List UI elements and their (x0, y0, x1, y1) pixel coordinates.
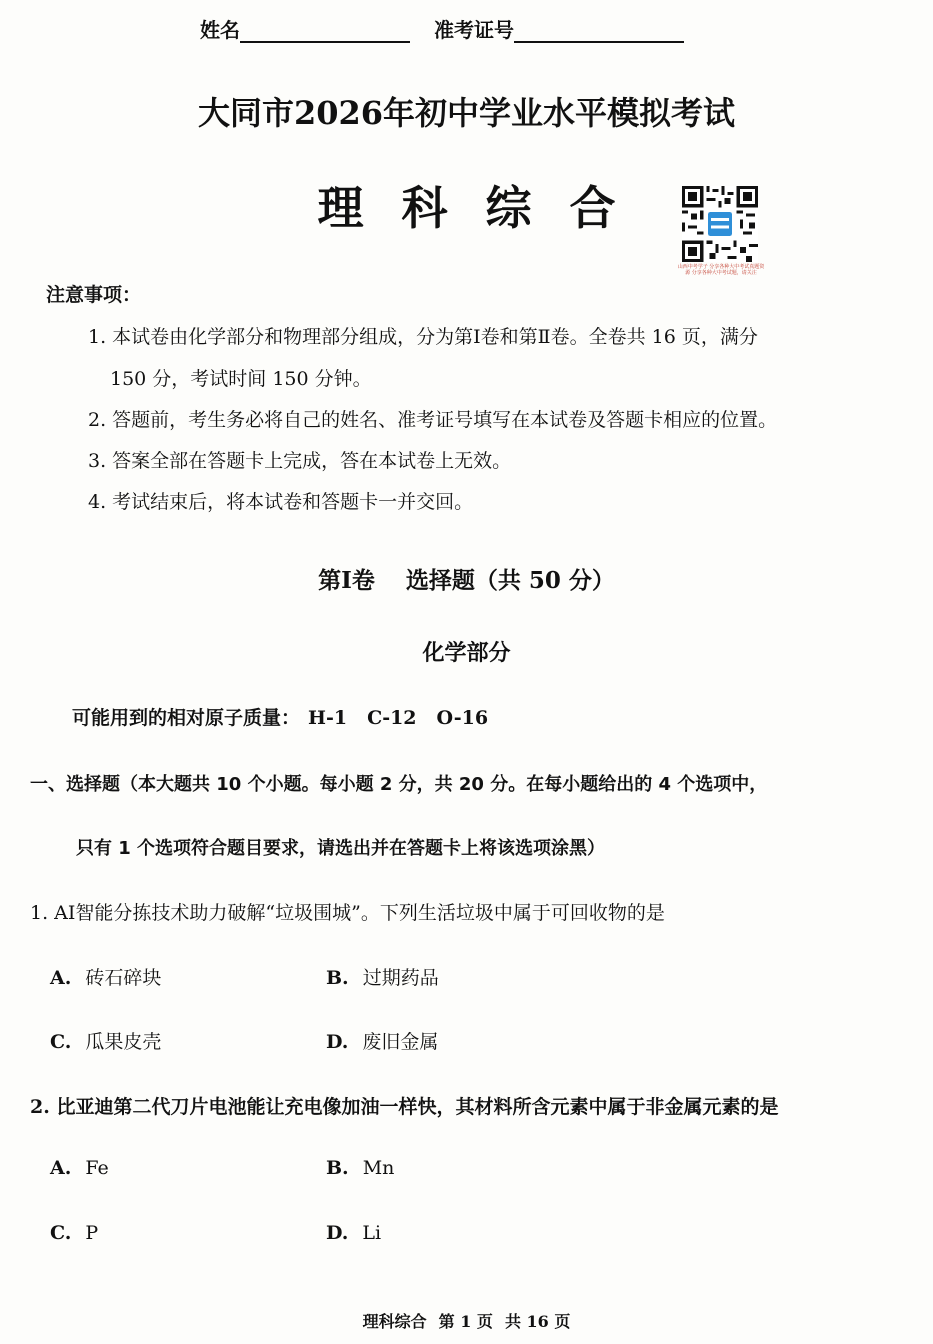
option-text: P (85, 1222, 99, 1244)
question-stem: 1. AI智能分拣技术助力破解“垃圾围城”。下列生活垃圾中属于可回收物的是 (30, 902, 665, 924)
atomic-mass-label: 可能用到的相对原子质量： (72, 707, 301, 729)
question-stem: 2. 比亚迪第二代刀片电池能让充电像加油一样快，其材料所含元素中属于非金属元素的是 (30, 1096, 779, 1118)
option-label: A. (50, 1157, 72, 1179)
exam-id-label: 准考证号 (434, 18, 514, 42)
option-label: D. (326, 1031, 349, 1053)
name-blank[interactable] (240, 21, 410, 43)
section-title: 第Ⅰ卷 选择题（共 50 分） (318, 567, 615, 594)
footer-subject: 理科综合 (362, 1312, 427, 1331)
exam-id-blank[interactable] (514, 21, 684, 43)
notice-item: 3. 答案全部在答题卡上完成，答在本试卷上无效。 (88, 450, 512, 472)
option-a[interactable] (50, 963, 161, 990)
notice-item: 4. 考试结束后，将本试卷和答题卡一并交回。 (88, 491, 474, 513)
qr-caption: 山西中考学子 分享各种大中考试真题资源 分享各种大中考试题，请关注 (677, 264, 765, 276)
option-text: Mn (362, 1157, 395, 1179)
option-d[interactable] (326, 1222, 381, 1244)
option-a[interactable] (50, 1157, 109, 1179)
option-label: B. (326, 1157, 349, 1179)
option-text: 过期药品 (362, 967, 439, 989)
page-footer (0, 1309, 933, 1332)
option-text: 砖石碎块 (85, 967, 162, 989)
option-label: C. (50, 1031, 72, 1053)
exam-title: 大同市2026年初中学业水平模拟考试 (197, 94, 736, 132)
exam-id-field[interactable] (434, 14, 684, 43)
atomic-mass-line (72, 703, 508, 730)
instruction-line: 只有 1 个选项符合题目要求，请选出并在答题卡上将该选项涂黑） (76, 838, 606, 859)
footer-page: 第 1 页 (438, 1312, 493, 1331)
notice-item: 2. 答题前，考生务必将自己的姓名、准考证号填写在本试卷及答题卡相应的位置。 (88, 409, 778, 431)
instruction-line: 一、选择题（本大题共 10 个小题。每小题 2 分，共 20 分。在每小题给出的 4 个选项中， (30, 774, 768, 795)
option-label: C. (50, 1222, 72, 1244)
option-d[interactable] (326, 1027, 438, 1054)
notice-item: 150 分，考试时间 150 分钟。 (110, 368, 372, 390)
option-b[interactable] (326, 963, 439, 990)
option-text: Fe (85, 1157, 109, 1179)
option-text: Li (362, 1222, 382, 1244)
option-text: 废旧金属 (362, 1031, 439, 1053)
notice-item: 1. 本试卷由化学部分和物理部分组成，分为第Ⅰ卷和第Ⅱ卷。全卷共 16 页，满分 (88, 326, 758, 348)
part-title: 化学部分 (422, 640, 511, 666)
atomic-mass-value: C-12 (367, 707, 417, 729)
option-label: B. (326, 967, 349, 989)
option-c[interactable] (50, 1222, 98, 1244)
option-label: A. (50, 967, 72, 989)
option-label: D. (326, 1222, 349, 1244)
atomic-mass-value: H-1 (308, 707, 348, 729)
option-text: 瓜果皮壳 (85, 1031, 162, 1053)
footer-total: 共 16 页 (504, 1312, 571, 1331)
atomic-mass-value: O-16 (436, 707, 489, 729)
option-c[interactable] (50, 1027, 161, 1054)
subject-title: 理科综合 (317, 181, 654, 235)
qr-code-icon[interactable] (682, 186, 758, 262)
notice-heading: 注意事项： (46, 284, 142, 306)
name-field[interactable] (200, 14, 410, 43)
option-b[interactable] (326, 1157, 394, 1179)
name-label: 姓名 (200, 18, 240, 42)
